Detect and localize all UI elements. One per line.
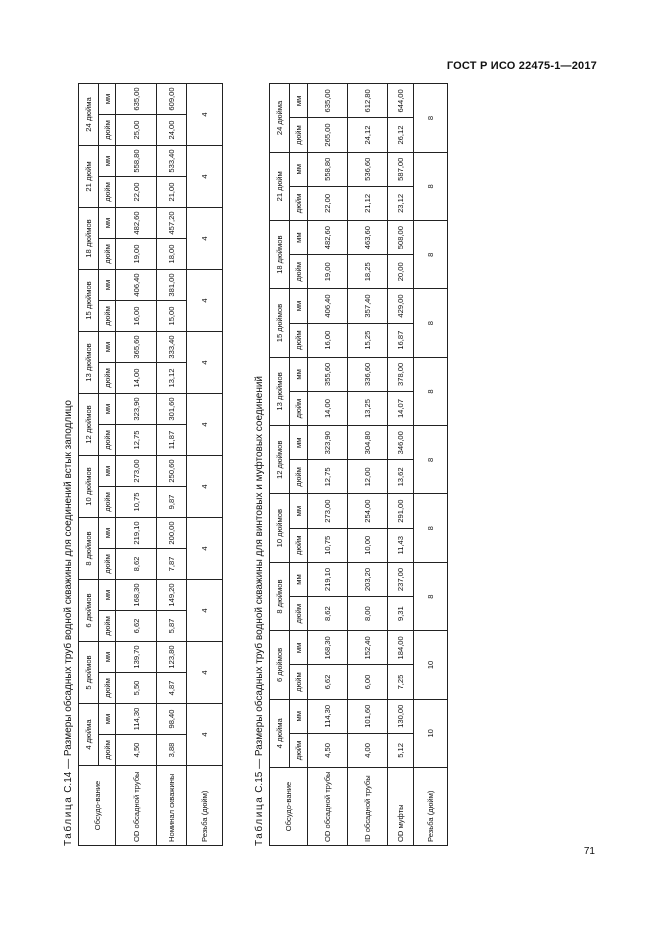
table-cell: 16,00 [308,323,348,357]
unit-header: дюйм [290,323,308,357]
table-cell: 8,62 [116,549,157,580]
table-cell: 558,80 [116,146,157,177]
column-group-header: 18 дюймов [79,208,99,270]
unit-header: мм [99,642,116,673]
unit-header: дюйм [290,665,308,699]
table-cell: 11,87 [157,425,187,456]
table-cell: 10,75 [116,487,157,518]
table-cell: 4 [187,394,223,456]
table-cell: 429,00 [388,289,414,323]
table-cell: 14,00 [116,363,157,394]
table-cell: 250,60 [157,456,187,487]
table-cell: 457,20 [157,208,187,239]
table-cell: 184,00 [388,631,414,665]
table-cell: 139,70 [116,642,157,673]
table-cell: 6,00 [348,665,388,699]
unit-header: дюйм [290,118,308,152]
table-cell: 8 [414,426,448,494]
table-cell: 8 [414,221,448,289]
column-header-corner: Обсудо-вание [270,768,308,846]
caption-label: Таблица [63,795,74,846]
table-cell: 533,40 [157,146,187,177]
unit-header: дюйм [290,460,308,494]
unit-header: дюйм [99,115,116,146]
unit-header: мм [290,699,308,733]
unit-header: дюйм [99,549,116,580]
table-cell: 237,00 [388,562,414,596]
table-cell: 8,00 [348,597,388,631]
table-cell: 463,60 [348,221,388,255]
unit-header: мм [99,208,116,239]
column-group-header: 15 дюймов [79,270,99,332]
unit-header: мм [290,426,308,460]
table-cell: 644,00 [388,84,414,118]
document-header: ГОСТ Р ИСО 22475-1—2017 [446,60,597,72]
caption-label: Таблица [254,795,265,846]
column-header-corner: Обсудо-вание [79,766,116,846]
unit-header: мм [290,631,308,665]
table-cell: 273,00 [308,494,348,528]
unit-header: дюйм [99,487,116,518]
unit-header: дюйм [290,391,308,425]
table-c14-block [62,84,227,846]
table-cell: 4 [187,704,223,766]
table-cell: 9,87 [157,487,187,518]
table-cell: 273,00 [116,456,157,487]
table-cell: 23,12 [388,186,414,220]
table-cell: 200,00 [157,518,187,549]
table-cell: 323,90 [308,426,348,460]
table-cell: 378,00 [388,357,414,391]
table-cell: 8 [414,357,448,425]
table-cell: 7,87 [157,549,187,580]
column-group-header: 8 дюймов [270,562,290,630]
unit-header: дюйм [290,186,308,220]
table-cell: 219,10 [308,562,348,596]
table-cell: 406,40 [116,270,157,301]
unit-header: дюйм [290,597,308,631]
column-group-header: 12 дюймов [79,394,99,456]
table-cell: 8 [414,152,448,220]
table-cell: 333,40 [157,332,187,363]
table-cell: 635,00 [116,84,157,115]
column-group-header: 4 дюйма [270,699,290,767]
column-group-header: 5 дюймов [79,642,99,704]
table-cell: 635,00 [308,84,348,118]
table-cell: 10 [414,631,448,699]
table-cell: 98,40 [157,704,187,735]
table-cell: 291,00 [388,494,414,528]
row-label: Резьба (дюйм) [187,766,223,846]
table-cell: 13,62 [388,460,414,494]
table-cell: 8 [414,494,448,562]
column-group-header: 6 дюймов [79,580,99,642]
column-group-header: 24 дюйма [79,84,99,146]
table-cell: 26,12 [388,118,414,152]
table-cell: 19,00 [308,255,348,289]
table-cell: 149,20 [157,580,187,611]
table-row [157,84,187,846]
table-cell: 4 [187,456,223,518]
table-cell: 4 [187,146,223,208]
table-cell: 4 [187,580,223,642]
unit-header: дюйм [99,611,116,642]
table-cell: 12,75 [308,460,348,494]
table-cell: 254,00 [348,494,388,528]
table-cell: 4 [187,518,223,580]
table-cell: 4 [187,208,223,270]
table-cell: 536,60 [348,152,388,186]
column-group-header: 6 дюймов [270,631,290,699]
table-cell: 482,60 [308,221,348,255]
table-cell: 612,80 [348,84,388,118]
table-cell: 558,80 [308,152,348,186]
table-cell: 21,00 [157,177,187,208]
table-cell: 8,62 [308,597,348,631]
table-cell: 381,00 [157,270,187,301]
unit-header: мм [290,84,308,118]
row-label: Резьба (дюйм) [414,768,448,846]
unit-header: дюйм [99,177,116,208]
column-group-header: 4 дюйма [79,704,99,766]
table-cell: 482,60 [116,208,157,239]
table-row [388,84,414,846]
unit-header: мм [290,152,308,186]
table-row [414,84,448,846]
row-label: Номинал скважины [157,766,187,846]
table-c14-caption [62,84,78,846]
table-row [116,84,157,846]
table-cell: 301,60 [157,394,187,425]
table-cell: 16,00 [116,301,157,332]
table-cell: 18,25 [348,255,388,289]
unit-header: мм [290,221,308,255]
unit-header: дюйм [99,239,116,270]
table-cell: 265,00 [308,118,348,152]
table-cell: 13,25 [348,391,388,425]
column-group-header: 18 дюймов [270,221,290,289]
column-group-header: 8 дюймов [79,518,99,580]
unit-header: дюйм [99,301,116,332]
table-cell: 14,00 [308,391,348,425]
column-group-header: 10 дюймов [79,456,99,518]
column-group-header: 13 дюймов [79,332,99,394]
table-cell: 8 [414,84,448,152]
unit-header: мм [99,270,116,301]
table-cell: 8 [414,562,448,630]
table-cell: 508,00 [388,221,414,255]
table-cell: 5,87 [157,611,187,642]
table-cell: 123,80 [157,642,187,673]
table-cell: 25,00 [116,115,157,146]
table-cell: 365,60 [116,332,157,363]
table-cell: 130,00 [388,699,414,733]
table-cell: 24,00 [157,115,187,146]
unit-header: дюйм [290,733,308,767]
table-cell: 6,62 [308,665,348,699]
column-group-header: 13 дюймов [270,357,290,425]
table-cell: 357,40 [348,289,388,323]
table-cell: 19,00 [116,239,157,270]
table-cell: 406,40 [308,289,348,323]
table-cell: 22,00 [308,186,348,220]
table-cell: 11,43 [388,528,414,562]
table-cell: 355,60 [308,357,348,391]
unit-header: мм [290,289,308,323]
row-label: OD обсадной трубы [308,768,348,846]
unit-header: мм [99,518,116,549]
table-cell: 4 [187,84,223,146]
column-group-header: 24 дюйма [270,84,290,152]
column-group-header: 15 дюймов [270,289,290,357]
table-cell: 10 [414,699,448,767]
table-cell: 15,25 [348,323,388,357]
table-cell: 18,00 [157,239,187,270]
table-cell: 5,50 [116,673,157,704]
table-cell: 12,75 [116,425,157,456]
table-cell: 4,00 [348,733,388,767]
table-row [348,84,388,846]
table-cell: 219,10 [116,518,157,549]
unit-header: мм [99,456,116,487]
row-label: OD обсадной трубы [116,766,157,846]
table-cell: 304,80 [348,426,388,460]
table-cell: 14,07 [388,391,414,425]
table-cell: 3,88 [157,735,187,766]
table-cell: 22,00 [116,177,157,208]
column-group-header: 21 дюйм [79,146,99,208]
table-cell: 101,60 [348,699,388,733]
table-cell: 16,87 [388,323,414,357]
column-group-header: 12 дюймов [270,426,290,494]
unit-header: дюйм [99,363,116,394]
caption-text: С.15 — Размеры обсадных труб водной скважины для винтовых и муфтовых соединений [254,375,265,796]
table-cell: 20,00 [388,255,414,289]
unit-header: дюйм [99,425,116,456]
table-cell: 6,62 [116,611,157,642]
table-cell: 609,00 [157,84,187,115]
unit-header: дюйм [99,735,116,766]
table-cell: 4 [187,642,223,704]
table-cell: 168,30 [116,580,157,611]
column-group-header: 10 дюймов [270,494,290,562]
table-cell: 203,20 [348,562,388,596]
table-cell: 114,30 [308,699,348,733]
table-cell: 587,00 [388,152,414,186]
table-cell: 4,50 [116,735,157,766]
table-cell: 8 [414,289,448,357]
table-cell: 10,75 [308,528,348,562]
table-cell: 346,00 [388,426,414,460]
table-cell: 114,30 [116,704,157,735]
table-cell: 4,87 [157,673,187,704]
table-cell: 9,31 [388,597,414,631]
table-cell: 7,25 [388,665,414,699]
table-row [308,84,348,846]
row-label: ID обсадной трубы [348,768,388,846]
table-row [187,84,223,846]
table-cell: 323,90 [116,394,157,425]
table-c15 [269,83,448,846]
unit-header: мм [290,494,308,528]
unit-header: мм [99,146,116,177]
table-cell: 15,00 [157,301,187,332]
column-group-header: 21 дюйм [270,152,290,220]
table-cell: 24,12 [348,118,388,152]
table-cell: 168,30 [308,631,348,665]
unit-header: мм [99,332,116,363]
table-cell: 152,40 [348,631,388,665]
unit-header: мм [99,580,116,611]
caption-text: С.14 — Размеры обсадных труб водной скважины для соединений встык заподлицо [63,400,74,796]
table-cell: 4 [187,270,223,332]
unit-header: мм [99,704,116,735]
table-cell: 5,12 [388,733,414,767]
table-cell: 13,12 [157,363,187,394]
table-cell: 21,12 [348,186,388,220]
table-cell: 4,50 [308,733,348,767]
table-c14 [78,83,223,846]
unit-header: мм [99,84,116,115]
unit-header: дюйм [99,673,116,704]
table-cell: 336,60 [348,357,388,391]
table-c15-block [253,84,438,846]
row-label: OD муфты [388,768,414,846]
unit-header: мм [290,562,308,596]
table-cell: 12,00 [348,460,388,494]
table-cell: 4 [187,332,223,394]
unit-header: дюйм [290,528,308,562]
unit-header: мм [99,394,116,425]
unit-header: мм [290,357,308,391]
page-number: 71 [583,846,595,857]
unit-header: дюйм [290,255,308,289]
table-cell: 10,00 [348,528,388,562]
table-c15-caption [253,84,269,846]
